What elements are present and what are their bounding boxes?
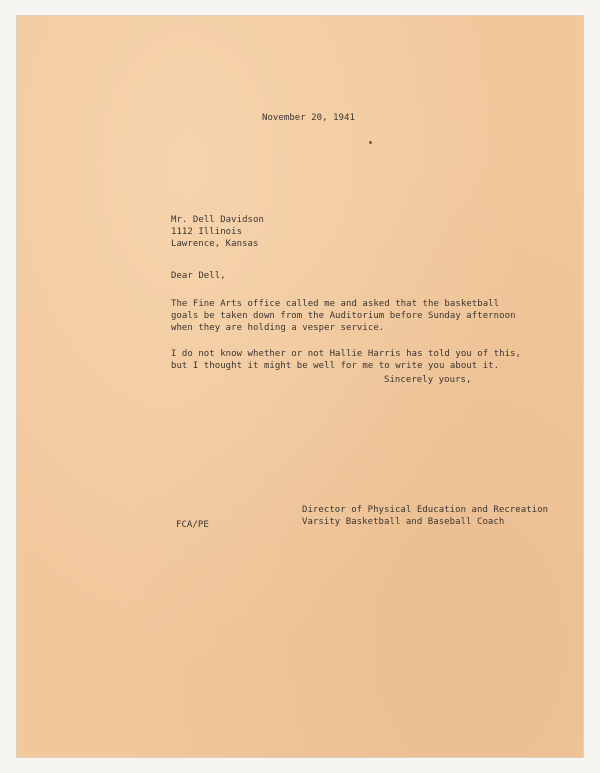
paper-speck: [369, 141, 372, 144]
body-paragraph-1: [171, 298, 516, 334]
paragraph-line: goals be taken down from the Auditorium before Sunday afternoon: [171, 311, 516, 321]
recipient-name: Mr. Dell Davidson: [171, 215, 264, 225]
signer-titles: [302, 504, 548, 528]
paragraph-line: when they are holding a vesper service.: [171, 323, 385, 333]
letter-paper: [17, 16, 583, 757]
paragraph-line: The Fine Arts office called me and asked that the basketball: [171, 299, 500, 309]
closing: Sincerely yours,: [384, 375, 472, 385]
recipient-city: Lawrence, Kansas: [171, 239, 259, 249]
signer-title-line: Director of Physical Education and Recreation: [302, 505, 549, 515]
signer-title-line: Varsity Basketball and Baseball Coach: [302, 517, 505, 527]
letter-date: November 20, 1941: [262, 113, 355, 123]
salutation: Dear Dell,: [171, 271, 226, 281]
recipient-street: 1112 Illinois: [171, 227, 243, 237]
recipient-address: [171, 214, 264, 250]
body-paragraph-2: [171, 348, 521, 372]
reference-initials: FCA/PE: [176, 520, 209, 530]
paragraph-line: I do not know whether or not Hallie Harris has told you of this,: [171, 349, 521, 359]
paragraph-line: but I thought it might be well for me to write you about it.: [171, 361, 500, 371]
